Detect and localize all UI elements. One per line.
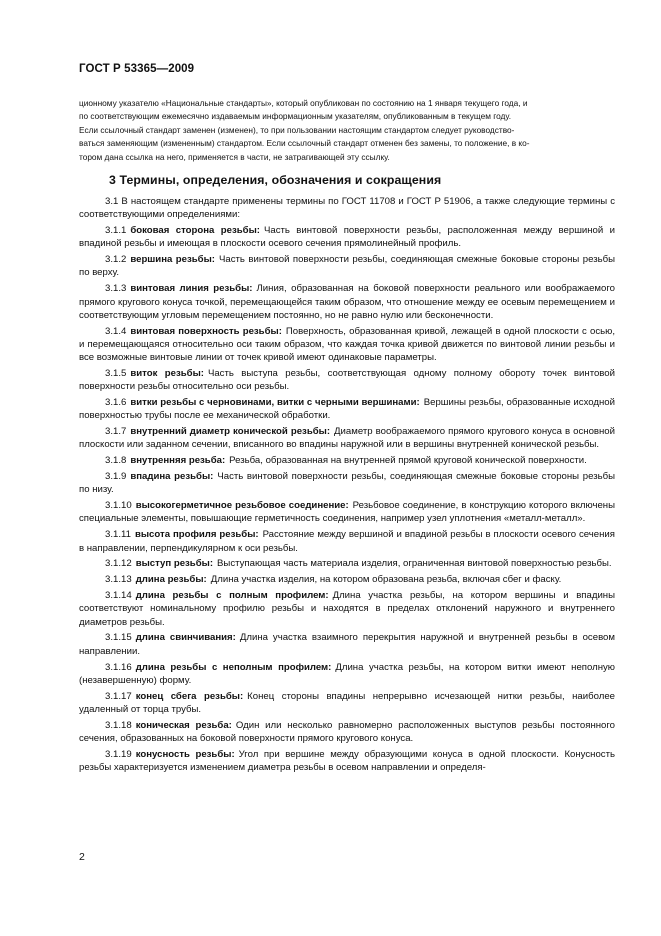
document-header: ГОСТ Р 53365—2009 <box>79 63 195 75</box>
term-definition <box>79 690 615 717</box>
term-text: Часть винтовой поверхности резьбы, расположенная между вершиной и впадиной резьбы и имеющая в плоскости осевого сечения прямолинейный профиль. <box>79 225 616 250</box>
term-text: Длина участка резьбы, на котором вершины и впадины соответствуют номинальному профилю резьбы и находятся в пределах отклонений наружного и внутреннего диаметров резьбы. <box>79 590 615 628</box>
term-number: 3.1.9 <box>105 471 127 483</box>
term-text: Выступающая часть материала изделия, ограниченная винтовой поверхностью резьбы. <box>217 558 612 570</box>
term-text: Часть винтовой поверхности резьбы, соединяющая смежные боковые стороны резьбы по низу. <box>79 471 615 496</box>
term-name: длина резьбы: <box>135 574 207 586</box>
term-name: внутренний диаметр конической резьбы: <box>130 426 331 438</box>
term-number: 3.1.17 <box>105 690 132 702</box>
term-definition <box>79 224 615 251</box>
term-text: Часть выступа резьбы, соответствующая одному полному обороту точек винтовой поверхности резьбы относительно оси резьбы. <box>79 367 615 393</box>
term-number: 3.1.4 <box>105 325 127 337</box>
term-number: 3.1.11 <box>105 529 131 541</box>
term-definition <box>79 748 615 775</box>
definitions-list <box>79 224 615 774</box>
term-definition <box>79 631 615 658</box>
term-number: 3.1.12 <box>105 558 132 570</box>
term-definition <box>79 661 615 688</box>
term-name: длина резьбы с полным профилем: <box>135 590 329 602</box>
page-number: 2 <box>79 851 85 863</box>
term-definition <box>79 253 615 280</box>
term-number: 3.1.15 <box>105 632 132 644</box>
term-name: вершина резьбы: <box>130 254 215 266</box>
term-definition <box>79 396 615 423</box>
term-definition <box>79 528 615 555</box>
term-definition <box>79 573 615 586</box>
intro-line: ваться заменяющим (измененным) стандартом. Если ссылочный стандарт отменен без замены, то положение, в ко- <box>79 138 530 149</box>
term-definition <box>79 425 615 452</box>
intro-paragraph <box>79 97 614 164</box>
term-definition <box>79 325 615 365</box>
section-lead: 3.1 В настоящем стандарте применены термины по ГОСТ 11708 и ГОСТ Р 51906, а также следующие термины с соответствующими определениями: <box>79 196 615 221</box>
term-definition <box>79 557 615 570</box>
term-number: 3.1.7 <box>105 426 127 438</box>
section-body <box>79 195 615 777</box>
term-number: 3.1.19 <box>105 748 132 760</box>
section-title: 3 Термины, определения, обозначения и сокращения <box>109 173 442 187</box>
term-name: конусность резьбы: <box>135 748 235 760</box>
term-text: Угол при вершине между образующими конуса в одной плоскости. Конусность резьбы характеризуется изменением диаметра резьбы в осевом направлении и определя- <box>79 748 615 774</box>
term-text: Линия, образованная на боковой поверхности реального или воображаемого прямого кругового конуса точкой, перемещающейся таким образом, что отношение между ее осевым перемещением и соответствующим угловым перемещением постоянно, но не равно нулю или бесконечности. <box>79 283 615 321</box>
term-text: Длина участка изделия, на котором образована резьба, включая сбег и фаску. <box>210 574 562 586</box>
term-text: Резьба, образованная на внутренней прямой круговой конической поверхности. <box>229 455 587 467</box>
term-text: Длина участка взаимного перекрытия наружной и внутренней резьбы в осевом направлении. <box>79 632 615 657</box>
term-name: витки резьбы с черновинами, витки с черными вершинами: <box>130 397 420 409</box>
term-number: 3.1.8 <box>105 455 127 467</box>
term-name: внутренняя резьба: <box>130 455 226 467</box>
term-name: винтовая линия резьбы: <box>130 283 253 295</box>
term-definition <box>79 367 615 394</box>
intro-line: Если ссылочный стандарт заменен (изменен), то при пользовании настоящим стандартом следует руководство- <box>79 124 515 135</box>
term-number: 3.1.5 <box>105 367 127 379</box>
term-number: 3.1.6 <box>105 397 127 409</box>
term-name: выступ резьбы: <box>135 558 214 570</box>
term-name: длина резьбы с неполным профилем: <box>135 661 332 673</box>
term-text: Поверхность, образованная кривой, лежащей в одной плоскости с осью, и перемещающаяся относительно оси таким образом, что каждая точка кривой движется по винтовой линии резьбы и все возможные винтовые линии от точек кривой имеют одинаковые параметры. <box>79 325 615 364</box>
term-definition <box>79 470 615 497</box>
term-text: Длина участка резьбы, на котором витки имеют неполную (незавершенную) форму. <box>79 661 615 686</box>
term-text: Вершины резьбы, образованные исходной поверхностью трубы после ее механической обработки. <box>79 397 615 422</box>
term-number: 3.1.13 <box>105 574 132 586</box>
term-definition <box>79 719 615 746</box>
term-number: 3.1.3 <box>105 283 127 295</box>
term-name: высота профиля резьбы: <box>134 529 259 541</box>
term-number: 3.1.10 <box>105 500 132 512</box>
term-number: 3.1.1 <box>105 225 127 237</box>
term-definition <box>79 589 615 629</box>
term-text: Резьбовое соединение, в конструкцию которого включены специальные элементы, повышающие герметичность соединения, например узел уплотнения «металл-металл». <box>79 500 615 525</box>
term-name: высокогерметичное резьбовое соединение: <box>135 500 349 512</box>
term-name: винтовая поверхность резьбы: <box>130 325 282 337</box>
term-text: Один или несколько равномерно расположенных выступов резьбы постоянного сечения, образованных на боковой поверхности прямого кругового конуса. <box>79 719 616 744</box>
term-definition <box>79 499 615 526</box>
term-name: виток резьбы: <box>130 367 204 379</box>
term-text: Диаметр воображаемого прямого кругового конуса в основной плоскости или заданном сечении, вписанного во впадины наружной или в вершины внутренней конической резьбы. <box>79 426 615 451</box>
intro-line: по соответствующим ежемесячно издаваемым информационным указателям, опубликованным в текущем году. <box>79 111 512 122</box>
term-text: Часть винтовой поверхности резьбы, соединяющая смежные боковые стороны резьбы по верху. <box>79 254 615 279</box>
term-number: 3.1.16 <box>105 661 132 673</box>
term-number: 3.1.18 <box>105 719 132 731</box>
term-name: длина свинчивания: <box>135 632 236 644</box>
term-text: Конец стороны впадины непрерывно исчезающей нитки резьбы, наиболее удаленный от торца трубы. <box>79 690 616 715</box>
intro-line: тором дана ссылка на него, применяется в части, не затрагивающей эту ссылку. <box>79 151 390 162</box>
term-name: конец сбега резьбы: <box>135 690 244 702</box>
term-text: Расстояние между вершиной и впадиной резьбы в плоскости осевого сечения в направлении, перпендикулярном к оси резьбы. <box>79 529 615 554</box>
term-number: 3.1.2 <box>105 254 127 266</box>
term-name: боковая сторона резьбы: <box>130 225 260 237</box>
term-definition <box>79 454 615 467</box>
term-name: коническая резьба: <box>135 719 232 731</box>
term-number: 3.1.14 <box>105 590 132 602</box>
intro-line: ционному указателю «Национальные стандарты», который опубликован по состоянию на 1 января текущего года, и <box>79 98 528 108</box>
term-name: впадина резьбы: <box>130 471 214 483</box>
term-definition <box>79 282 615 322</box>
